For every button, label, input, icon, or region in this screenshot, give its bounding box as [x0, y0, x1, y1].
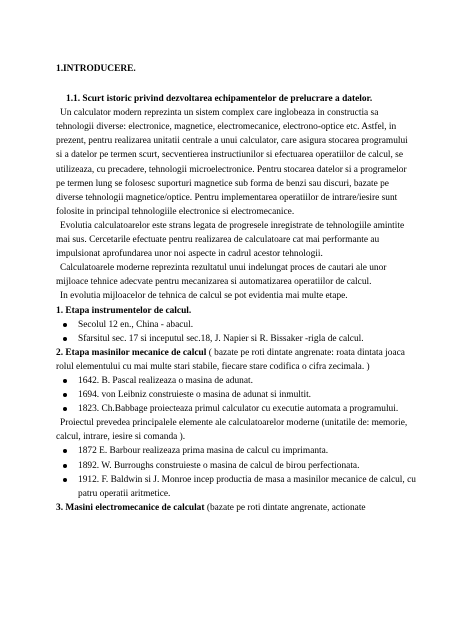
list-item-text: 1823. Ch.Babbage proiecteaza primul calculator cu executie automata a programului.: [78, 404, 399, 415]
document-body: [56, 62, 416, 515]
bullet-icon: [63, 379, 67, 383]
paragraph: Evolutia calculatoarelor este strans legata de progresele inregistrate de tehnologiile amintite mai sus. Cercetarile efectuate pentru realizarea de calculatoare cat mai performante au impulsionat aprofundarea unor noi aspecte in cadrul acestor tehnologii.: [56, 220, 405, 260]
list-item-text: 1892. W. Burroughs construieste o masina de calcul de birou perfectionata.: [78, 460, 360, 471]
bullet-icon: [63, 478, 67, 482]
bullet-icon: [63, 407, 67, 411]
stage-3-description: (bazate pe roti dintate angrenate, actionate: [204, 502, 366, 513]
stage-2-description: ( bazate pe roti dintate angrenate: roata dintata joaca rolul elementului cu mai multe stari stabile, fiecare stare codifica o cifra zecimala. ): [56, 347, 405, 372]
list-item-text: 1912. F. Baldwin si J. Monroe incep productia de masa a masinilor mecanice de calcul, cu patru operatii aritmetice.: [78, 474, 416, 499]
list-item-text: 1872 E. Barbour realizeaza prima masina de calcul cu imprimanta.: [78, 446, 329, 457]
list-item: [56, 388, 416, 402]
bullet-icon: [63, 449, 67, 453]
stage-2-title: 2. Etapa masinilor mecanice de calcul: [56, 347, 207, 358]
list-item: [56, 332, 416, 346]
list-item-text: 1694. von Leibniz construieste o masina de adunat si inmultit.: [78, 390, 312, 401]
list-item: [56, 459, 416, 473]
paragraph: Proiectul prevedea principalele elemente ale calculatoarelor moderne (unitatile de: memorie, calcul, intrare, iesire si comanda ).: [56, 418, 408, 443]
list-item: [56, 473, 416, 501]
stage-1-title: 1. Etapa instrumentelor de calcul.: [56, 305, 192, 316]
stage-3-paragraph: [56, 501, 416, 515]
list-item-text: 1642. B. Pascal realizeaza o masina de adunat.: [78, 375, 253, 386]
list-item: [56, 402, 416, 416]
paragraph: Calculatoarele moderne reprezinta rezultatul unui indelungat proces de cautari ale unor mijloace tehnice adecvate pentru mecanizarea si automatizarea operatiilor de calcul.: [56, 263, 387, 288]
section-heading: 1.1. Scurt istoric privind dezvoltarea echipamentelor de prelucrare a datelor.: [66, 94, 373, 105]
list-item: [56, 374, 416, 388]
bullet-icon: [63, 323, 67, 327]
list-item: [56, 444, 416, 458]
list-item-text: Secolul 12 en., China - abacul.: [78, 319, 194, 330]
bullet-icon: [63, 393, 67, 397]
bullet-icon: [63, 337, 67, 341]
stage-2-paragraph: [56, 346, 416, 374]
paragraph: Un calculator modern reprezinta un sistem complex care inglobeaza in constructia sa tehnologii diverse: electronice, magnetice, electromecanice, electrono-optice etc. Astfel, in prezent, pentru realizarea unitatii centrale a unui calculator, care asigura stocarea programului si a datelor pe termen scurt, secventierea instructiunilor si efectuarea operatiilor de calcul, se utilizeaza, cu precadere, tehnologii microelectronice. Pentru stocarea datelor si a programelor pe termen lung se folosesc suporturi magnetice sub forma de benzi sau discuri, bazate pe diverse tehnologii magnetice/optice. Pentru implementarea operatiilor de intrare/iesire sunt folosite in principal tehnologiile electronice si electromecanice.: [56, 108, 408, 217]
list-item: [56, 318, 416, 332]
bullet-icon: [63, 464, 67, 468]
chapter-heading: 1.INTRODUCERE.: [56, 64, 136, 74]
list-item-text: Sfarsitul sec. 17 si inceputul sec.18, J. Napier si R. Bissaker -rigla de calcul.: [78, 333, 364, 344]
stage-3-title: 3. Masini electromecanice de calculat: [56, 502, 205, 513]
paragraph: In evolutia mijloacelor de tehnica de calcul se pot evidentia mai multe etape.: [60, 291, 348, 302]
